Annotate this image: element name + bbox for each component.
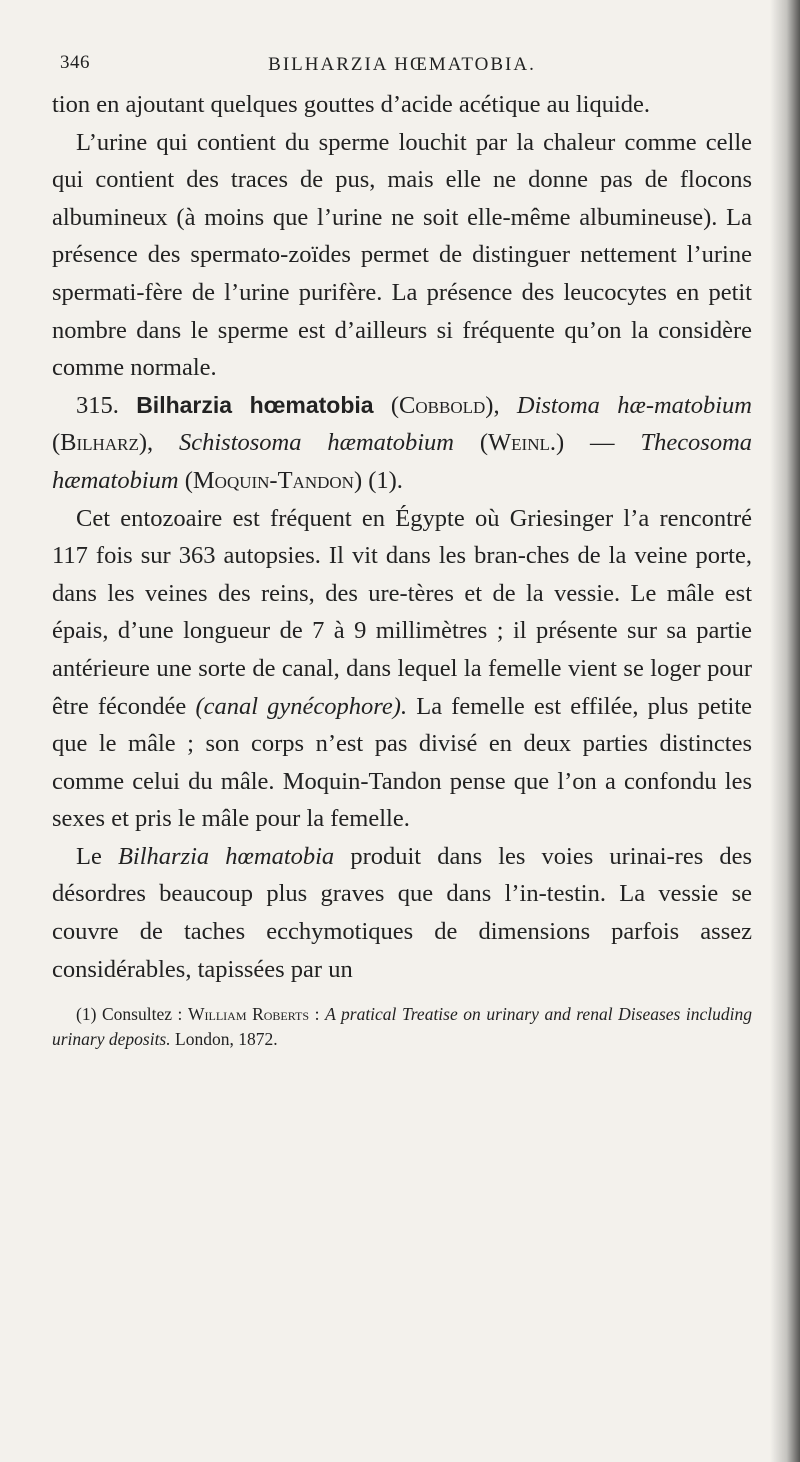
paragraph-urine-sperm: L’urine qui contient du sperme louchit par la chaleur comme celle qui contient des traces de pus, mais elle ne donne pas de flocons albumineux (à moins que l’urine ne soit elle-même albumineuse). La présence des spermato-zoïdes permet de distinguer nettement l’urine spermati-fère de l’urine purifère. La présence des leucocytes en petit nombre dans le sperme est d’ailleurs si fréquente qu’on la considère comme normale. xyxy=(52,128,752,382)
paragraph-text: Cet entozoaire est fréquent en Égypte où Griesinger l’a rencontré 117 fois sur 363 autopsies. Il vit dans les bran-ches de la veine porte, dans les veines des reins, des ure-tères et de la vessie. Le mâle est épais, d’une longueur de 7 à 9 millimètres ; il présente sur sa partie antérieure une sorte de canal, dans lequel la femelle vient se loger pour être fécondée xyxy=(52,504,752,720)
paragraph-urinary-lesions xyxy=(52,838,752,988)
authority-1: (Cobbold), xyxy=(390,391,500,419)
paragraph-section-heading xyxy=(52,387,752,500)
footnote-reference: (1). xyxy=(368,466,403,494)
authority-4: (Moquin-Tandon) xyxy=(184,466,363,494)
footnote-place: London, 1872. xyxy=(175,1029,278,1050)
footnote-marker: (1) xyxy=(76,1004,97,1025)
paragraph-text-cont: produit dans les voies urinai-res des désordres beaucoup plus graves que dans l’in-testin. La vessie se couvre de taches ecchymotiques de dimensions parfois assez considérables, tapissées par un xyxy=(52,842,753,983)
synonym-3: Thecosoma hæmatobium xyxy=(52,429,753,494)
italic-species: Bilharzia hœmatobia xyxy=(117,842,335,870)
book-page xyxy=(52,50,752,1070)
paragraph-lead: Le xyxy=(76,842,102,870)
paragraph-text-cont: La femelle est effilée, plus petite que le mâle ; son corps n’est pas divisé en deux parties distinctes comme celui du mâle. Moquin-Tandon pense que l’on a confondu les sexes et pris le mâle pour la femelle. xyxy=(52,692,753,833)
synonym-2: Schistosoma hæmatobium xyxy=(179,429,454,457)
running-title: BILHARZIA HŒMATOBIA. xyxy=(268,54,536,75)
em-dash: — xyxy=(590,429,615,457)
paragraph-entozoaire xyxy=(52,500,752,838)
page-number: 346 xyxy=(60,52,90,73)
page-edge-shadow xyxy=(770,0,800,1462)
species-name: Bilharzia hœmatobia xyxy=(136,391,374,418)
section-number: 315. xyxy=(76,391,119,419)
footnote-title: A pratical Treatise on urinary and renal Diseases including urinary deposits. xyxy=(52,1004,753,1050)
running-head xyxy=(52,50,752,80)
footnote xyxy=(52,1002,752,1052)
italic-term: (canal gynécophore). xyxy=(195,692,408,720)
authority-3: (Weinl.) xyxy=(479,429,565,457)
paragraph-continuation: tion en ajoutant quelques gouttes d’acide acétique au liquide. xyxy=(52,91,651,118)
authority-2: (Bilharz), xyxy=(52,429,154,457)
footnote-lead: Consultez : xyxy=(101,1004,183,1025)
synonym-1: Distoma hæ-matobium xyxy=(516,391,752,419)
footnote-author: William Roberts : xyxy=(188,1004,320,1025)
